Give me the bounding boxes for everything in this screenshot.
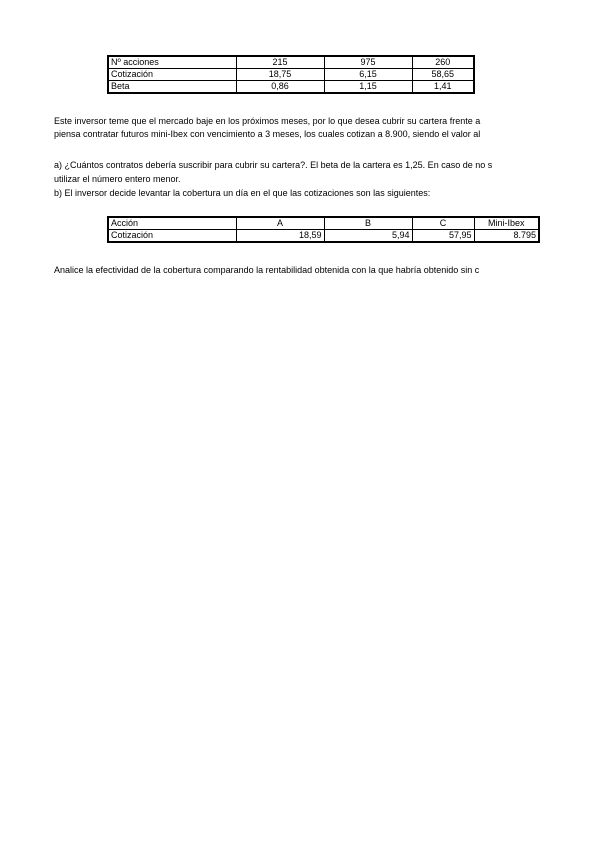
cell-value: 18,59 [236,230,324,243]
table-row [108,81,474,94]
row-label: Cotización [108,230,236,243]
holdings-table [107,55,475,94]
row-label: Nº acciones [108,56,236,69]
table-row [108,56,474,69]
column-header: C [412,217,474,230]
cell-value: 215 [236,56,324,69]
analysis-instruction: Analice la efectividad de la cobertura comparando la rentabilidad obtenida con la que habría obtenido sin c [54,265,480,275]
cell-value: 57,95 [412,230,474,243]
cell-value: 0,86 [236,81,324,94]
column-header: Acción [108,217,236,230]
cell-value: 18,75 [236,69,324,81]
column-header: B [324,217,412,230]
cell-value: 5,94 [324,230,412,243]
quotes-table [107,216,540,243]
cell-value: 8.795 [474,230,539,243]
cell-value: 1,15 [324,81,412,94]
question-a-line-2: utilizar el número entero menor. [54,174,181,184]
paragraph-intro-line-2: piensa contratar futuros mini-Ibex con vencimiento a 3 meses, los cuales cotizan a 8.900, siendo el valor al [54,129,481,139]
table-row [108,69,474,81]
table-header-row [108,217,539,230]
cell-value: 260 [412,56,474,69]
cell-value: 58,65 [412,69,474,81]
column-header: A [236,217,324,230]
question-b-line-1: b) El inversor decide levantar la cobertura un día en el que las cotizaciones son las siguientes: [54,188,431,198]
table-row [108,230,539,243]
cell-value: 1,41 [412,81,474,94]
question-a-line-1: a) ¿Cuántos contratos debería suscribir para cubrir su cartera?. El beta de la cartera es 1,25. En caso de no s [54,160,493,170]
paragraph-intro-line-1: Este inversor teme que el mercado baje en los próximos meses, por lo que desea cubrir su cartera frente a [54,116,481,126]
cell-value: 6,15 [324,69,412,81]
row-label: Beta [108,81,236,94]
row-label: Cotización [108,69,236,81]
column-header: Mini-Ibex [474,217,539,230]
cell-value: 975 [324,56,412,69]
